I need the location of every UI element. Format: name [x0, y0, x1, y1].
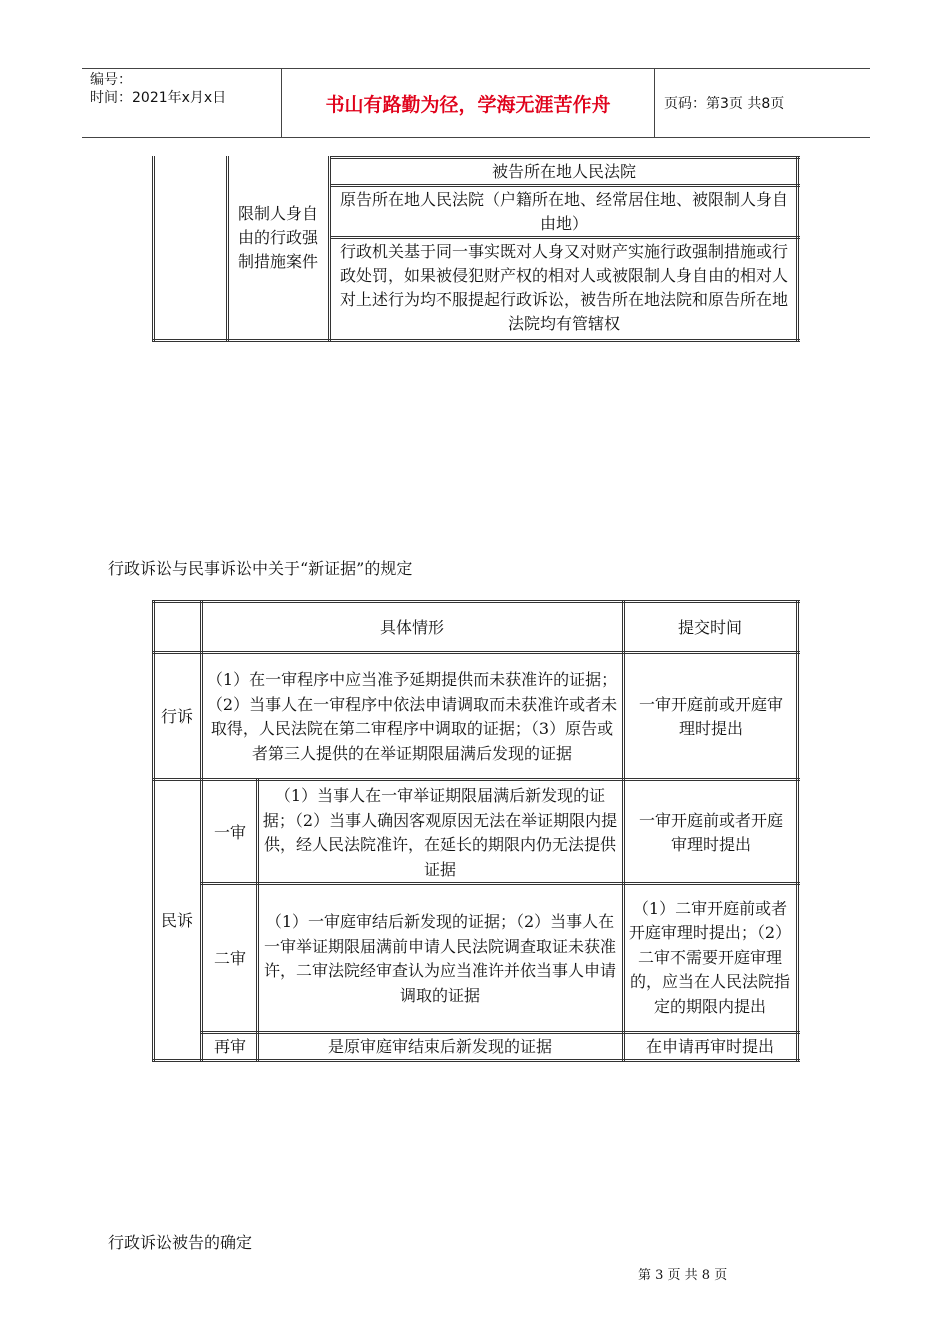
table-border [256, 778, 259, 1062]
civil-label: 民诉 [160, 910, 193, 930]
table-border [200, 600, 203, 1062]
header-situation: 具体情形 [379, 617, 444, 637]
first-instance-label: 一审 [213, 822, 246, 842]
retrial-time: 在申请再审时提出 [645, 1036, 774, 1056]
table-border [152, 600, 800, 603]
court-option-1: 被告所在地人民法院 [491, 162, 636, 181]
header-time: 提交时间 [677, 617, 742, 637]
first-instance-situation: （1）当事人在一审举证期限届满后新发现的证据；（2）当事人确因客观原因无法在举证期限内提供，经人民法院准许，在延长的期限内仍无法提供证据 [262, 786, 618, 879]
header-meta [82, 69, 282, 137]
table-border [152, 339, 800, 342]
table-border [226, 156, 229, 342]
court-option-3: 行政机关基于同一事实既对人身又对财产实施行政强制措施或行政处罚，如果被侵犯财产权的相对人或被限制人身自由的相对人对上述行为均不服提起行政诉讼，被告所在地法院和原告所在地法院均有管辖权 [339, 242, 788, 333]
section-title-defendant: 行政诉讼被告的确定 [108, 1233, 253, 1252]
table-border [152, 156, 155, 342]
new-evidence-table [152, 600, 800, 1062]
case-type-label: 限制人身自由的行政强制措施案件 [237, 204, 318, 271]
table-border [796, 600, 799, 1062]
section-title-new-evidence: 行政诉讼与民事诉讼中关于“新证据”的规定 [108, 559, 413, 578]
number-label: 编号： [90, 72, 132, 88]
retrial-label: 再审 [213, 1036, 246, 1056]
header-motto: 书山有路勤为径，学海无涯苦作舟 [282, 69, 655, 137]
first-instance-time: 一审开庭前或者开庭审理时提出 [638, 810, 783, 854]
second-instance-label: 二审 [213, 948, 246, 968]
table-border [330, 156, 800, 159]
table-border [330, 236, 800, 239]
second-instance-time: （1）二审开庭前或者开庭审理时提出；（2）二审不需要开庭审理的，应当在人民法院指定的期限内提出 [628, 898, 792, 1016]
retrial-situation: 是原审庭审结束后新发现的证据 [327, 1036, 552, 1056]
page-footer: 第 3 页 共 8 页 [638, 1268, 728, 1283]
admin-situation: （1）在一审程序中应当准予延期提供而未获准许的证据；（2）当事人在一审程序中依法申请调取而未获准许或者未取得，人民法院在第二审程序中调取的证据；（3）原告或者第三人提供的在举证期限届满后发现的证据 [206, 670, 618, 763]
header-page-label: 页码：第3页 共8页 [664, 96, 785, 112]
jurisdiction-table [152, 156, 800, 342]
admin-time: 一审开庭前或开庭审理时提出 [638, 694, 783, 738]
admin-label: 行诉 [160, 706, 193, 726]
table-border [622, 600, 625, 1062]
page-header [82, 68, 870, 138]
second-instance-situation: （1）一审庭审结后新发现的证据；（2）当事人在一审举证期限届满前申请人民法院调查取证未获准许，二审法院经审查认为应当准许并依当事人申请调取的证据 [264, 912, 617, 1005]
table-border [330, 184, 800, 187]
court-option-2: 原告所在地人民法院（户籍所在地、经常居住地、被限制人身自由地） [339, 190, 788, 233]
time-label: 时间：2021年x月x日 [90, 90, 227, 106]
